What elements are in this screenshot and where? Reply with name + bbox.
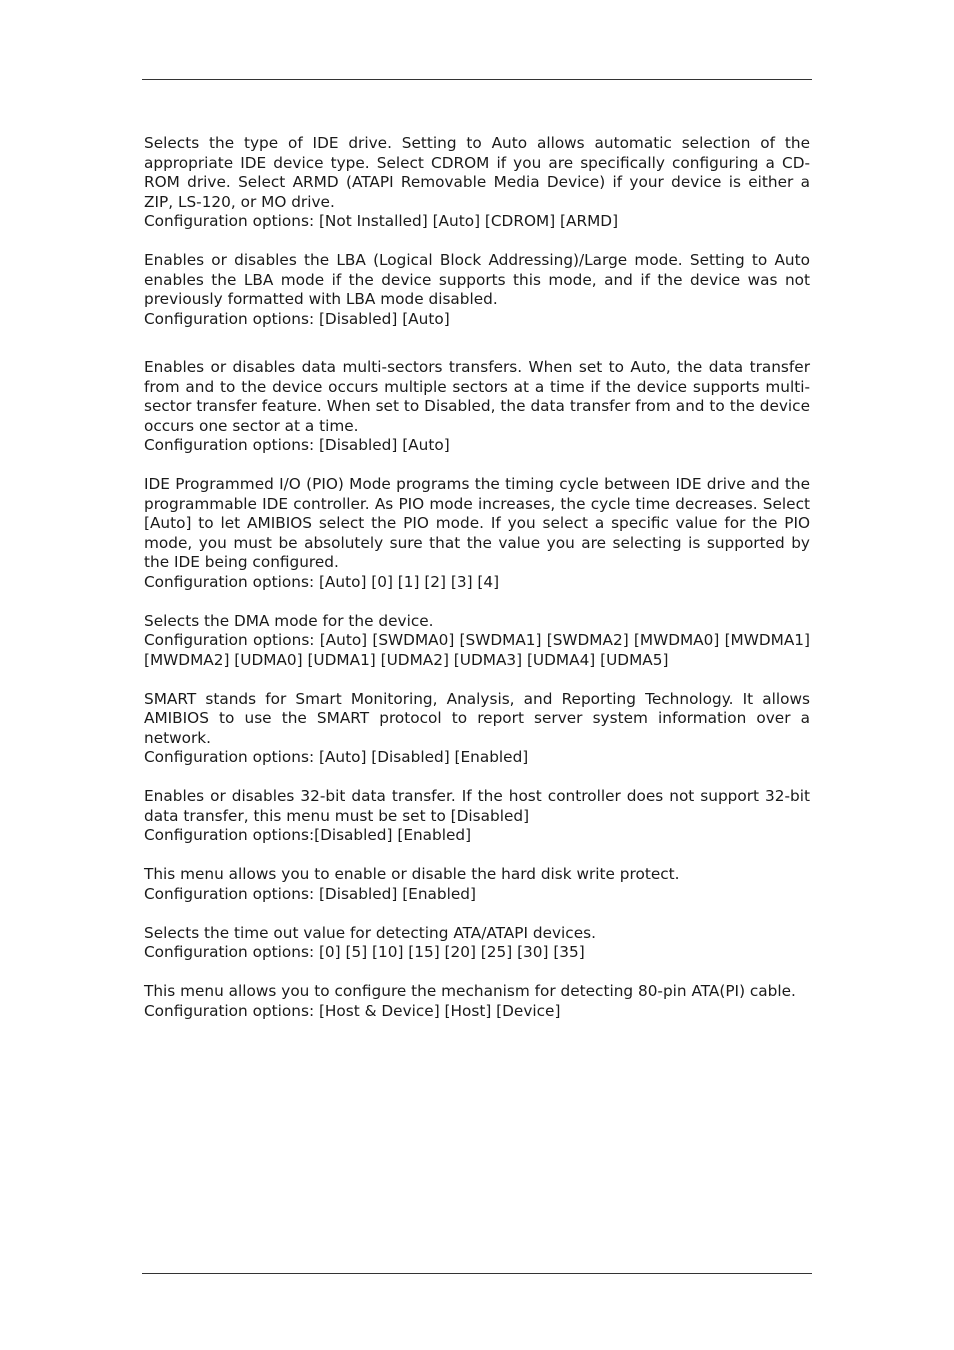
section-description: Enables or disables the LBA (Logical Block Addressing)/Large mode. Setting to Auto enables the LBA mode if the device supports this mode, and if the device was not previously formatted with LBA mode disabled. bbox=[144, 251, 810, 308]
section-options: Configuration options: [Auto] [Disabled] [Enabled] bbox=[144, 748, 529, 766]
section-options: Configuration options:[Disabled] [Enabled] bbox=[144, 826, 472, 844]
section-description: This menu allows you to enable or disable the hard disk write protect. bbox=[144, 865, 680, 883]
section-detect-timeout bbox=[144, 924, 810, 963]
section-description: SMART stands for Smart Monitoring, Analysis, and Reporting Technology. It allows AMIBIOS to use the SMART protocol to report server system information over a network. bbox=[144, 689, 810, 747]
section-dma-mode bbox=[144, 612, 810, 671]
section-smart bbox=[144, 690, 810, 768]
section-ide-type bbox=[144, 134, 810, 232]
section-description: IDE Programmed I/O (PIO) Mode programs the timing cycle between IDE drive and the programmable IDE controller. As PIO mode increases, the cycle time decreases. Select [Auto] to let AMIBIOS select the PIO mode. If you select a specific value for the PIO mode, you must be absolutely sure that the value you are selecting is supported by the IDE being configured. bbox=[144, 475, 810, 571]
document-body bbox=[144, 134, 810, 1021]
header-rule bbox=[142, 79, 812, 80]
section-block-mode bbox=[144, 358, 810, 456]
section-options: Configuration options: [Auto] [SWDMA0] [SWDMA1] [SWDMA2] [MWDMA0] [MWDMA1] [MWDMA2] [UDMA0] [UDMA1] [UDMA2] [UDMA3] [UDMA4] [UDMA5] bbox=[144, 631, 810, 669]
section-options: Configuration options: [0] [5] [10] [15] [20] [25] [30] [35] bbox=[144, 943, 585, 961]
section-32bit-transfer bbox=[144, 787, 810, 846]
section-options: Configuration options: [Disabled] [Auto] bbox=[144, 436, 450, 454]
section-pio-mode bbox=[144, 475, 810, 592]
section-description: Enables or disables 32-bit data transfer. If the host controller does not support 32-bit data transfer, this menu must be set to [Disabled] bbox=[144, 787, 810, 825]
section-description: Selects the DMA mode for the device. bbox=[144, 611, 434, 630]
section-lba-mode bbox=[144, 251, 810, 329]
section-description: Selects the time out value for detecting ATA/ATAPI devices. bbox=[144, 923, 596, 942]
section-options: Configuration options: [Disabled] [Auto] bbox=[144, 309, 450, 328]
section-options: Configuration options: [Auto] [0] [1] [2] [3] [4] bbox=[144, 572, 500, 591]
section-write-protect bbox=[144, 865, 810, 904]
section-description: Enables or disables data multi-sectors transfers. When set to Auto, the data transfer from and to the device occurs multiple sectors at a time if the device supports multi-sector transfer feature. When set to Disabled, the data transfer from and to the device occurs one sector at a time. bbox=[144, 358, 810, 435]
section-options: Configuration options: [Not Installed] [Auto] [CDROM] [ARMD] bbox=[144, 212, 619, 230]
section-cable-detection bbox=[144, 982, 810, 1021]
section-options: Configuration options: [Host & Device] [Host] [Device] bbox=[144, 1001, 561, 1020]
footer-rule bbox=[142, 1273, 812, 1274]
section-options: Configuration options: [Disabled] [Enabled] bbox=[144, 884, 476, 903]
section-description: This menu allows you to configure the mechanism for detecting 80-pin ATA(PI) cable. bbox=[144, 982, 796, 1000]
section-description: Selects the type of IDE drive. Setting to Auto allows automatic selection of the appropriate IDE device type. Select CDROM if you are specifically configuring a CD-ROM drive. Select ARMD (ATAPI Removable Media Device) if your device is either a ZIP, LS-120, or MO drive. bbox=[144, 134, 810, 211]
